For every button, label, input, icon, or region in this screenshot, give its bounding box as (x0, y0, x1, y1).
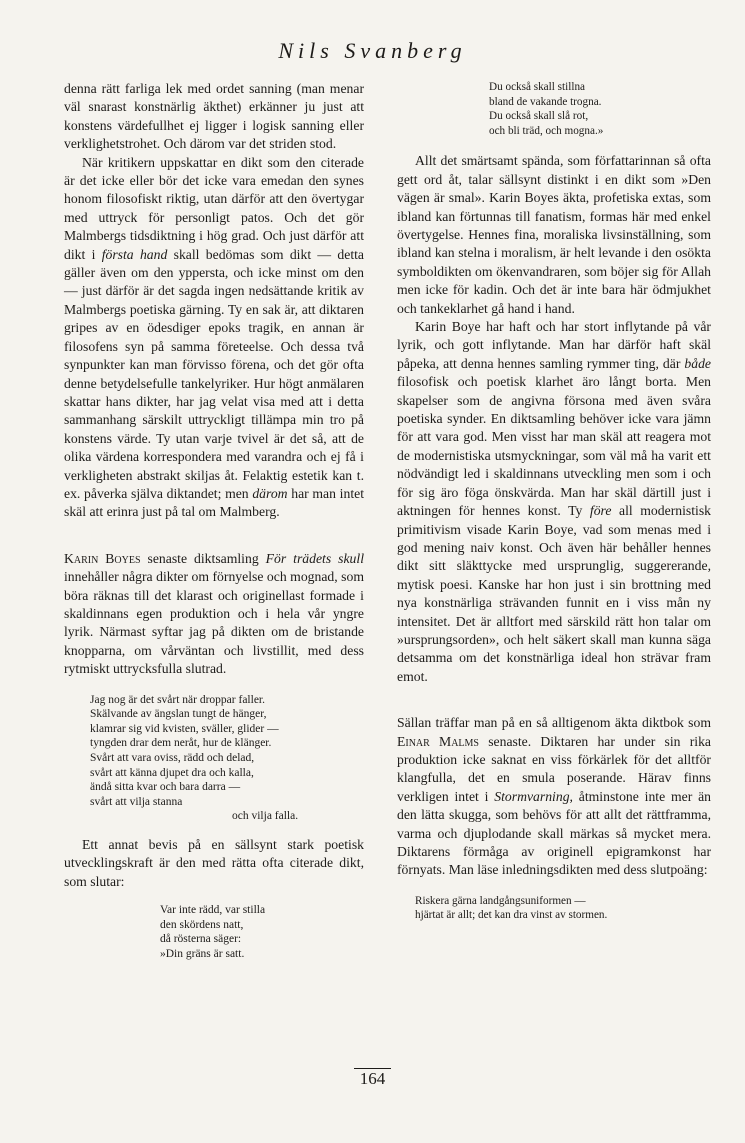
text-run: innehåller några dikter om förnyelse och mognad, som böra räknas till det klarast och originellast formade i skaldinnans egen produktion och i hela vår yngre lyrik. Närmast syftar jag på dikten om de bristande knopparna, om vårväntan och livstillit, med dess rytmiskt uttrycksfulla slutrad. (64, 569, 364, 677)
poem-line: tyngden drar dem neråt, hur de klänger. (90, 737, 272, 750)
text-run: har man intet skäl att erinra just på tal om Malmberg. (64, 485, 364, 520)
text-run: Sällan träffar man på en så alltigenom äkta diktbok som (397, 715, 711, 731)
running-header: Nils Svanberg (278, 38, 467, 63)
right-column (397, 80, 711, 923)
paragraph-smartsamt: Allt det smärtsamt spända, som författarinnan så ofta gett ord åt, talar sällsynt distinkt i en dikt som »Den vägen är smal». Karin Boyes äkta, profetiska extas, som ibland kan förtunnas till fanatism, formas här med enkel övertygelse. Hennes fina, moraliska livsinställning, som ibland kan stelna i moralism, är helt levande i den osökta symboldikten om ökenvandraren, som böjer sig för Allah men icke för kadin. Och det är inte bara här ödmjukhet och tankeklarhet gå hand i hand. (397, 153, 711, 316)
poem-line: den skördens natt, (160, 918, 244, 931)
poem-line: Skälvande av ängslan tungt de hänger, (90, 708, 267, 721)
book-title: Stormvarning, (494, 788, 573, 804)
emphasis: första hand (101, 246, 168, 262)
poem-line: svårt att känna djupet dra och kalla, (90, 766, 254, 779)
left-column (64, 80, 364, 962)
poem-quote-droppar (90, 693, 364, 824)
paragraph-einar-malm (397, 714, 711, 880)
poem-line: Du också skall slå rot, (489, 110, 589, 123)
paragraph-inflytande (397, 318, 711, 686)
emphasis: både (684, 355, 711, 371)
book-title: För trädets skull (265, 550, 365, 566)
poem-line: Jag nog är det svårt när droppar faller. (90, 693, 265, 706)
author-name: Karin Boyes (64, 550, 141, 566)
poem-line: då rösterna säger: (160, 933, 242, 946)
paragraph-continuation: denna rätt farliga lek med ordet sanning (man menar väl snarast konstnärlig äkthet) erkänner ju just att konstens värdefullhet ej ligger i logisk sanning eller verklighetstrohet. Och därom var det striden stod. (64, 81, 364, 152)
text-run: all modernistisk primitivism visade Karin Boye, vad som menas med i god mening naiv konst. Och även här behåller hennes dikt sitt släkttycke med ursprunglig, suggererande, mytisk poesi. Kanske har hon just i sin brottning med nya konstnärliga strävanden funnit en i viss mån ny intensitet. Det är alltfort med särskild rätt hon talar om »ursprungsorden», och helt säkert skall man kunna säga detsamma om det konstnärliga ideal hon strävar fram emot. (397, 503, 712, 684)
poem-line: klamrar sig vid kvisten, sväller, glider — (90, 722, 279, 735)
paragraph-critic (64, 154, 364, 522)
text-run: filosofisk och poetisk klarhet äro långt borta. Men skapelser som de angivna försona med även svåra poetiska synder. En diktsamling behöver icke vara jämn för att vara god. Men visst har man skäl att reagera mot de modernistiska utsmyckningar, som väl må ha varit ett nödvändigt led i skaldinnans utveckling men som i och för sig äro föga önskvärda. Man har skäl därtill just i aktningen för hennes konst. Ty (397, 374, 711, 519)
text-run: senaste. Diktaren har under sin rika produktion icke saknat en viss förkärlek för det alltför klangfulla, det en smula poserande. Härav finns verkligen intet i (397, 733, 712, 804)
poem-line: ändå sitta kvar och bara darra — (90, 781, 241, 794)
poem-line: och bli träd, och mogna.» (489, 124, 604, 137)
poem-line: »Din gräns är satt. (160, 947, 245, 960)
poem-line: Du också skall stillna (489, 81, 586, 93)
poem-line: svårt att vilja stanna (90, 795, 183, 808)
text-run: Karin Boye har haft och har stort inflytande på vår lyrik, och gott inflytande. Man har därför haft skäl påpeka, att denna hennes samling rymmer ting, där (397, 319, 711, 371)
text-run: skall bedömas som dikt — detta gäller även om den yppersta, och icke minst om den — just därför är det sagda ingen nedsättande kritik av Malmbergs poetiska gärning. Ty en sak är, att diktaren gripes av en ödesdiger epoks tragik, en annan är filosofens syn på samma företeelse. Och dessa två synpunkter kan man förvisso förena, och det gör ofta denne betydelsefulle tankelyriker. Hur högt anmälaren skattar hans dikter, har jag velat visa med att i detta sammanhang särskilt uttryckligt tillämpa min tro på konstens värde. Ty utan varje tvivel är det så, att de olika värdena korrespondera med varandra och ej få i verkligheten abstrakt skiljas åt. Felaktig estetik kan t. ex. påverka själva diktandet; men (64, 246, 365, 501)
page-number (0, 1069, 745, 1089)
poem-line: Var inte rädd, var stilla (160, 904, 266, 917)
paragraph-karin-boye (64, 550, 364, 679)
poem-quote-stormen (415, 894, 711, 923)
poem-line: och vilja falla. (232, 810, 299, 823)
author-name: Einar Malms (397, 733, 479, 749)
page-number-text: 164 (354, 1068, 392, 1088)
text-run: När kritikern uppskattar en dikt som den citerade är det icke eller bör det icke vara emedan den synes honom filosofiskt riktig, utan därför att den övertygar med uttryck för personligt patos. Och det gör Malmbergs tidsdiktning i hög grad. Och just därför att dikt i (64, 154, 364, 262)
poem-quote-stillna (489, 80, 711, 138)
paragraph-bevis: Ett annat bevis på en sällsynt stark poetisk utvecklingskraft är den med rätta ofta citerade dikt, som slutar: (64, 836, 364, 889)
text-run: åtminstone inte mer än den lätta skugga, som behövs för att allt det rättframma, varma och djuplodande skall märkas så mycket mera. Diktarens förmåga av originell epigramkonst har förnyats. Man läse inledningsdikten med dess slutpoäng: (397, 788, 711, 878)
poem-line: bland de vakande trogna. (489, 95, 602, 108)
emphasis: därom (252, 485, 288, 501)
text-run: senaste diktsamling (147, 550, 259, 566)
emphasis: före (589, 503, 612, 519)
poem-line: Riskera gärna landgångsuniformen — (415, 894, 586, 907)
poem-line: hjärtat är allt; det kan dra vinst av stormen. (415, 909, 608, 922)
poem-line: Svårt att vara oviss, rädd och delad, (90, 751, 255, 764)
poem-quote-skordens-natt (160, 903, 364, 961)
